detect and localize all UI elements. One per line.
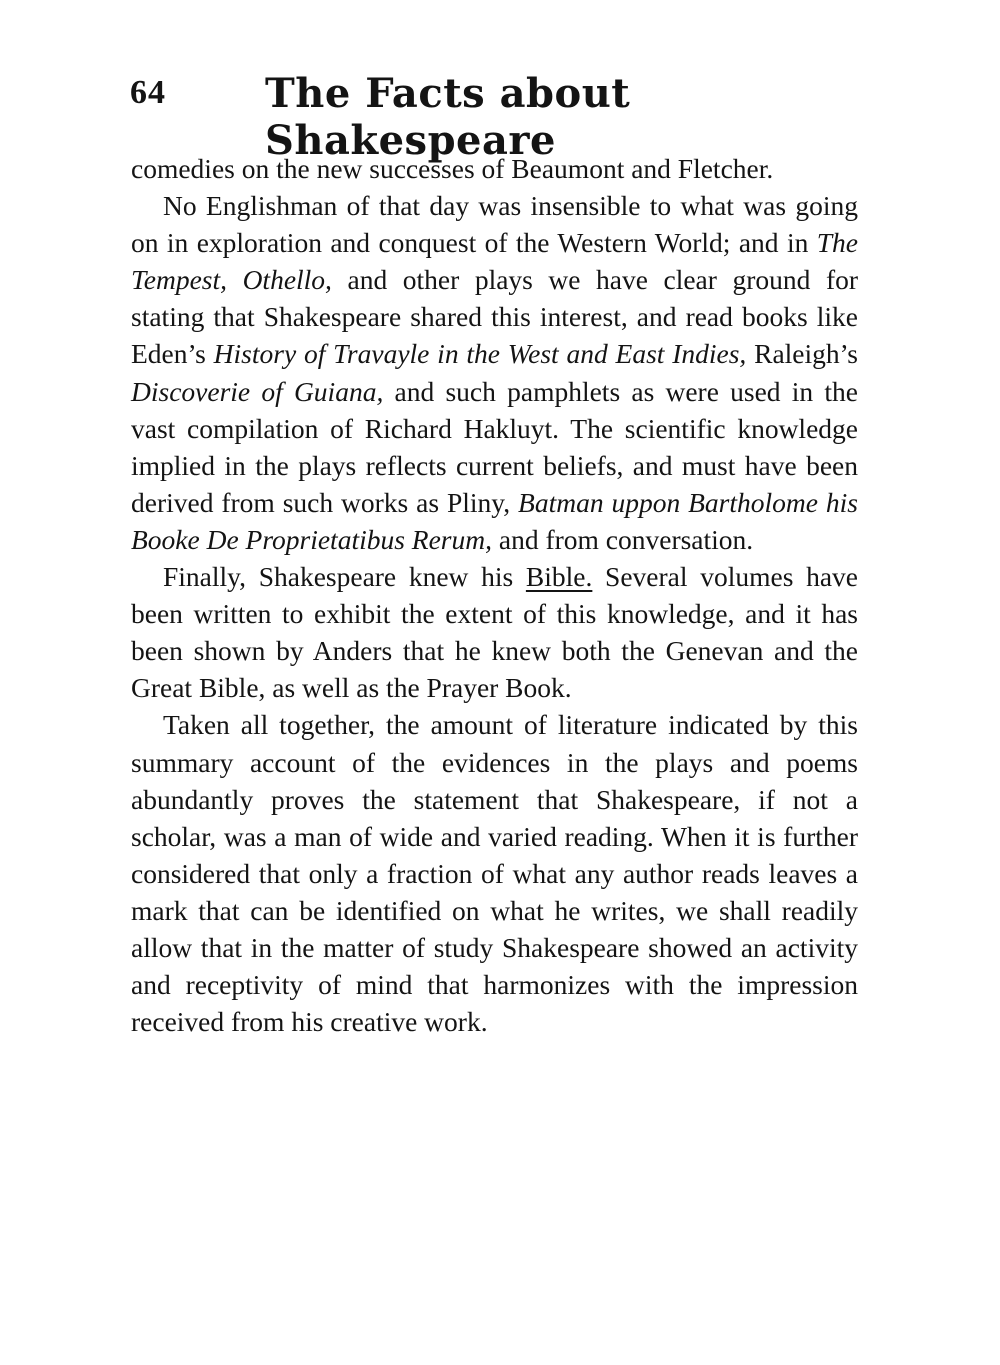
running-head bbox=[130, 70, 860, 164]
text-run: and other plays we have clear ground for stating that Shakespeare shared this interest, and read books like Eden’s bbox=[131, 264, 859, 370]
italic-title-run: Discoverie of Guiana, bbox=[131, 375, 384, 407]
text-run: Finally, Shakespeare knew his bbox=[163, 561, 526, 593]
italic-title-run: The Tempest, Othello, bbox=[131, 227, 858, 296]
text-run: Taken all together, the amount of literature indicated by this summary account of the evidences in the plays and poems abundantly proves the statement that Shakespeare, if not a scholar, was a man of wide and varied reading. When it is further considered that only a fraction of what any author reads leaves a mark that can be identified on what he writes, we shall readily allow that in the matter of study Shakespeare showed an activity and receptivity of mind that harmonizes with the impression received from his creative work. bbox=[131, 709, 858, 1038]
text-run: and from conversation. bbox=[492, 523, 754, 555]
running-title: The Facts about Shakespeare bbox=[265, 70, 631, 164]
text-run: and such pamphlets as were used in the vast compilation of Richard Hakluyt. The scientific knowledge implied in the plays reflects current beliefs, and must have been derived from such works as Pliny, bbox=[131, 375, 858, 518]
paragraph bbox=[131, 706, 858, 1040]
italic-title-run: Batman uppon Bartholome his Booke De Proprietatibus Rerum, bbox=[131, 486, 858, 555]
paragraph bbox=[131, 558, 858, 706]
paragraph bbox=[131, 187, 858, 558]
page-number: 64 bbox=[130, 74, 166, 111]
underlined-word-run: Bible. bbox=[525, 561, 593, 593]
paragraph-continued bbox=[131, 150, 858, 187]
italic-title-run: History of Travayle in the West and East Indies, bbox=[213, 338, 747, 370]
text-run: comedies on the new successes of Beaumont and Fletcher. bbox=[131, 153, 774, 184]
text-run: Raleigh’s bbox=[746, 338, 858, 370]
text-run: No Englishman of that day was insensible to what was going on in exploration and conquest of the Western World; and in bbox=[131, 190, 858, 259]
body-text bbox=[131, 150, 858, 1040]
text-run: Several volumes have been written to exhibit the extent of this knowledge, and it has been shown by Anders that he knew both the Genevan and the Great Bible, as well as the Prayer Book. bbox=[131, 561, 859, 704]
